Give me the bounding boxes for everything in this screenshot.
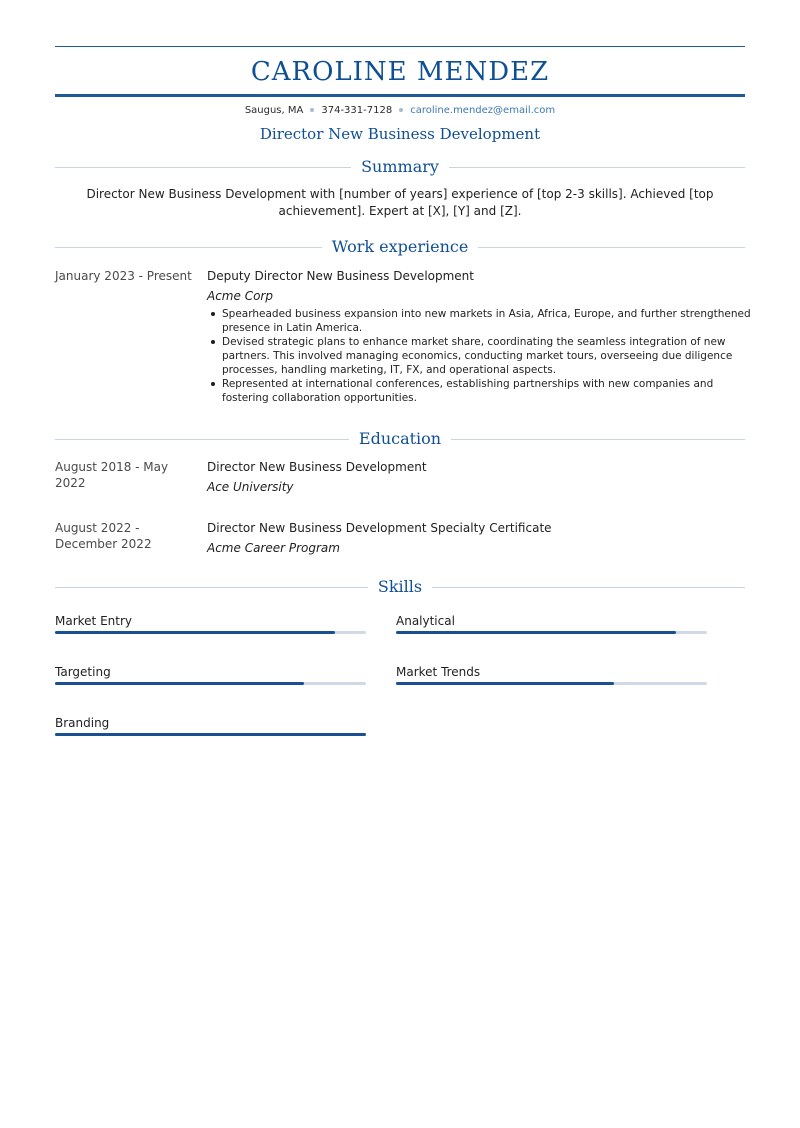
email-link[interactable]: caroline.mendez@email.com xyxy=(410,105,556,116)
skill-bar-track xyxy=(55,733,366,736)
work-bullets xyxy=(207,307,760,405)
education-title: Education xyxy=(349,429,451,448)
skill-label: Branding xyxy=(55,716,110,730)
skill-label: Market Trends xyxy=(396,665,481,679)
skill-item xyxy=(55,715,366,731)
skill-bar-fill xyxy=(55,733,366,736)
phone-text: 374-331-7128 xyxy=(321,105,393,116)
work-title: Work experience xyxy=(322,237,479,256)
work-section-heading xyxy=(55,236,745,258)
skill-item xyxy=(55,664,366,680)
contact-line xyxy=(55,104,745,118)
education-school: Acme Career Program xyxy=(207,541,340,555)
skill-item xyxy=(396,613,707,629)
top-rule xyxy=(55,46,745,47)
skill-bar-fill xyxy=(396,631,676,634)
education-school: Ace University xyxy=(207,480,294,494)
skill-bar-fill xyxy=(55,682,304,685)
work-date: January 2023 - Present xyxy=(55,269,192,283)
education-section-heading xyxy=(55,428,745,450)
skill-bar-track xyxy=(55,682,366,685)
skill-bar-fill xyxy=(396,682,614,685)
job-headline: Director New Business Development xyxy=(259,125,541,143)
name-rule xyxy=(55,94,745,97)
separator-dot-icon xyxy=(399,108,403,112)
summary-section-heading xyxy=(55,156,745,178)
skill-label: Analytical xyxy=(396,614,455,628)
work-company: Acme Corp xyxy=(207,289,273,303)
list-item: Spearheaded business expansion into new markets in Asia, Africa, Europe, and further strengthened presence in Latin America. xyxy=(222,307,760,335)
skill-bar-track xyxy=(55,631,366,634)
skills-title: Skills xyxy=(368,577,432,596)
skill-label: Market Entry xyxy=(55,614,132,628)
list-item: Represented at international conferences, establishing partnerships with new companies and fostering collaboration opportunities. xyxy=(222,377,760,405)
work-role: Deputy Director New Business Development xyxy=(207,269,474,283)
location-text: Saugus, MA xyxy=(244,105,304,116)
list-item: Devised strategic plans to enhance market share, coordinating the seamless integration of new partners. This involved managing economics, conducting market tours, overseeing due diligence processes, handling marketing, IT, FX, and operational aspects. xyxy=(222,335,760,377)
skill-label: Targeting xyxy=(55,665,111,679)
summary-title: Summary xyxy=(351,157,449,176)
candidate-name: CAROLINE MENDEZ xyxy=(250,57,550,87)
education-degree: Director New Business Development xyxy=(207,460,427,474)
skill-item xyxy=(55,613,366,629)
summary-text: Director New Business Development with [number of years] experience of [top 2-3 skills]. Achieved [top achievement]. Expert at [X], [Y] and [Z]. xyxy=(86,187,714,218)
skill-bar-track xyxy=(396,682,707,685)
education-degree: Director New Business Development Specialty Certificate xyxy=(207,521,552,535)
skill-item xyxy=(396,664,707,680)
education-date: August 2018 - May 2022 xyxy=(55,460,169,490)
education-date: August 2022 - December 2022 xyxy=(55,521,152,551)
separator-dot-icon xyxy=(310,108,314,112)
skill-bar-fill xyxy=(55,631,335,634)
skill-bar-track xyxy=(396,631,707,634)
skills-section-heading xyxy=(55,576,745,598)
